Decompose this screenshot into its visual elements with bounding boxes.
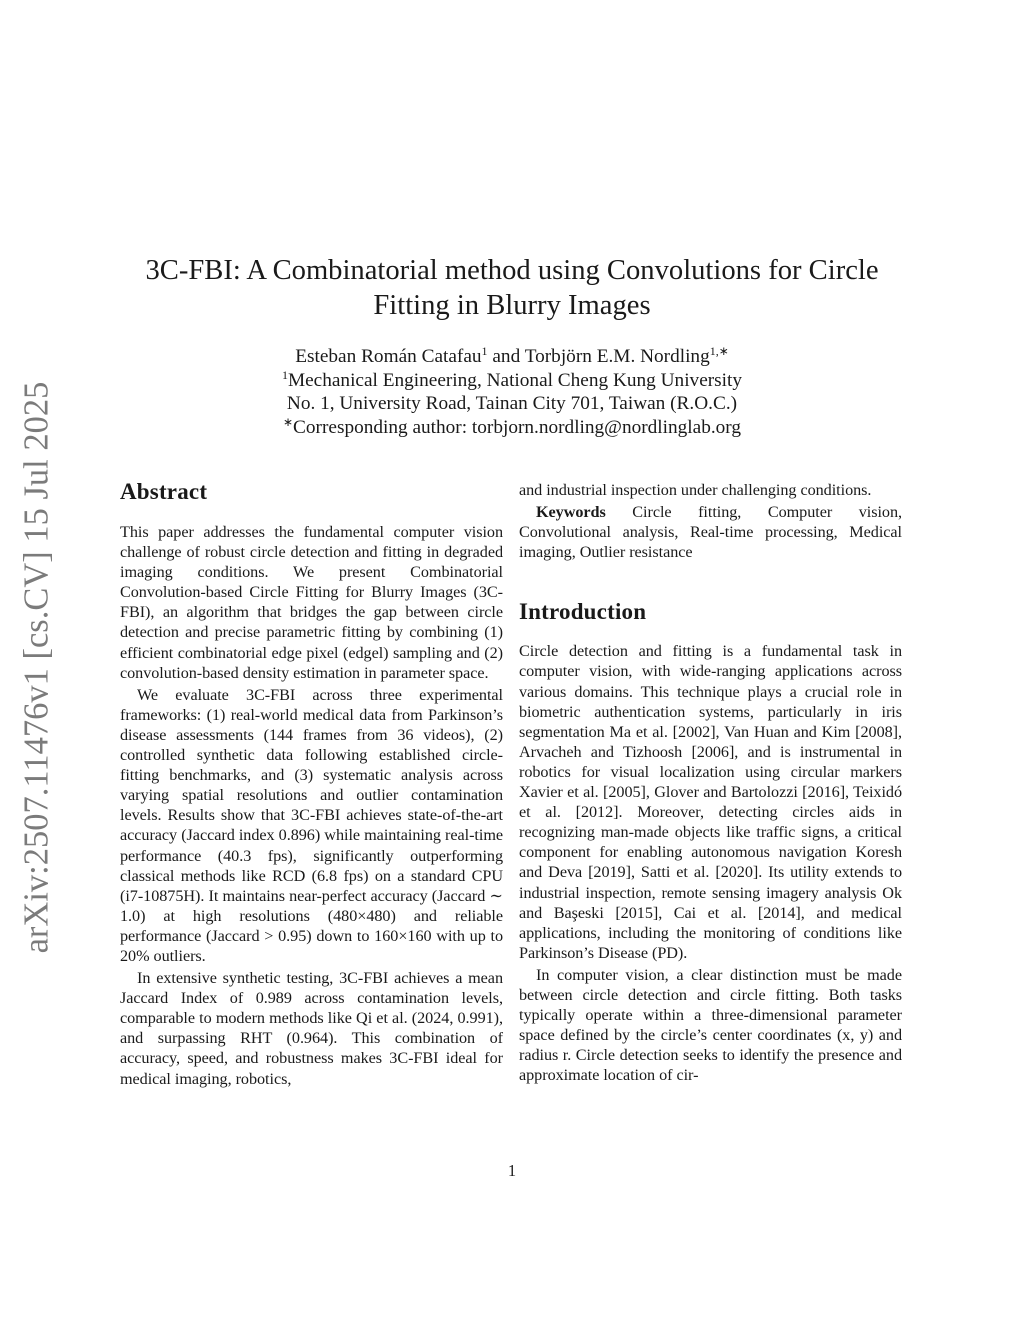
page-number: 1 xyxy=(507,1161,517,1180)
affiliation-text: Mechanical Engineering, National Cheng Kung University xyxy=(287,369,743,391)
author-2-affiliation-mark: 1,∗ xyxy=(709,344,729,358)
keywords xyxy=(519,502,902,562)
introduction-paragraph-1: Circle detection and fitting is a fundamental task in computer vision, with wide-ranging applications across various domains. This technique plays a crucial role in biometric authentication systems, particularly in iris segmentation Ma et al. [2002], Van Huan and Kim [2008], Arvacheh and Tizhoosh [2006], and is instrumental in robotics for visual localization using circular markers Xavier et al. [2005], Glover and Bartolozzi [2016], Teixidó et al. [2012]. Moreover, detecting circles aids in recognizing man-made objects like traffic signs, a critical component for enabling autonomous navigation Koresh and Deva [2019], Satti et al. [2020]. Its utility extends to industrial inspection, remote sensing imagery analysis Ok and Başeski [2015], Cai et al. [2014], and medical applications, including the monitoring of conditions like Parkinson’s Disease (PD). xyxy=(519,642,902,962)
introduction-paragraph-2: In computer vision, a clear distinction must be made between circle detection and circle fitting. Both tasks typically operate within a three-dimensional parameter space defined by the circle’s center coordinates (x, y) and radius r. Circle detection seeks to identify the presence and approximate location of cir- xyxy=(519,965,902,1085)
keywords-label: Keywords xyxy=(536,503,606,522)
abstract-paragraph-1: This paper addresses the fundamental computer vision challenge of robust circle detection and fitting in degraded imaging conditions. We present Combinatorial Convolution-based Circle Fitting for Blurry Images (3C-FBI), an algorithm that bridges the gap between circle detection and precise parametric fitting by combining (1) efficient combinatorial edge pixel (edgel) sampling and (2) convolution-based density estimation in parameter space. xyxy=(120,523,503,682)
left-column xyxy=(120,480,503,1089)
introduction-heading: Introduction xyxy=(519,599,647,625)
keywords-text: Circle fitting, Computer vision, Convolutional analysis, Real-time processing, Medical imaging, Outlier resistance xyxy=(519,503,902,562)
affiliation-address: No. 1, University Road, Tainan City 701, Taiwan (R.O.C.) xyxy=(286,393,738,415)
author-1-affiliation-mark: 1 xyxy=(481,344,488,358)
paper-title xyxy=(100,253,924,323)
title-line-2: Fitting in Blurry Images xyxy=(373,290,651,321)
affiliation xyxy=(150,369,874,393)
author-2-name: Torbjörn E.M. Nordling xyxy=(524,346,710,367)
affiliation-mark: 1 xyxy=(281,367,288,382)
author-block xyxy=(150,345,874,439)
author-1-name: Esteban Román Catafau xyxy=(295,346,482,367)
corresponding-mark: ∗ xyxy=(282,414,294,429)
arxiv-identifier-text: arXiv:2507.11476v1 [cs.CV] 15 Jul 2025 xyxy=(17,381,56,953)
author-conjunction: and xyxy=(487,346,525,367)
abstract-heading: Abstract xyxy=(120,479,208,504)
right-column xyxy=(519,480,902,1085)
title-line-1: 3C-FBI: A Combinatorial method using Convolutions for Circle xyxy=(145,255,879,286)
author-names xyxy=(150,345,874,369)
corresponding-author-text: Corresponding author: torbjorn.nordling@nordlinglab.org xyxy=(293,416,742,438)
abstract-paragraph-2: We evaluate 3C-FBI across three experimental frameworks: (1) real-world medical data from Parkinson’s disease assessments (144 frames from 36 videos), (2) controlled synthetic data following established circle-fitting benchmarks, and (3) systematic analysis across varying spatial resolutions and outlier contamination levels. Results show that 3C-FBI achieves state-of-the-art accuracy (Jaccard index 0.896) while maintaining real-time performance (40.3 fps), significantly outperforming classical methods like RCD (6.8 fps) on a standard CPU (i7-10875H). It maintains near-perfect accuracy (Jaccard ∼ 1.0) at high resolutions (480×480) and reliable performance (Jaccard > 0.95) down to 160×160 with up to 20% outliers. xyxy=(120,685,503,965)
abstract-paragraph-3-continued: and industrial inspection under challenging conditions. xyxy=(519,481,872,499)
arxiv-identifier-stamp xyxy=(10,378,64,956)
abstract-paragraph-3: In extensive synthetic testing, 3C-FBI achieves a mean Jaccard Index of 0.989 across contamination levels, comparable to modern methods like Qi et al. (2024, 0.991), and surpassing RHT (0.964). This combination of accuracy, speed, and robustness makes 3C-FBI ideal for medical imaging, robotics, xyxy=(120,969,503,1088)
corresponding-author xyxy=(150,416,874,440)
